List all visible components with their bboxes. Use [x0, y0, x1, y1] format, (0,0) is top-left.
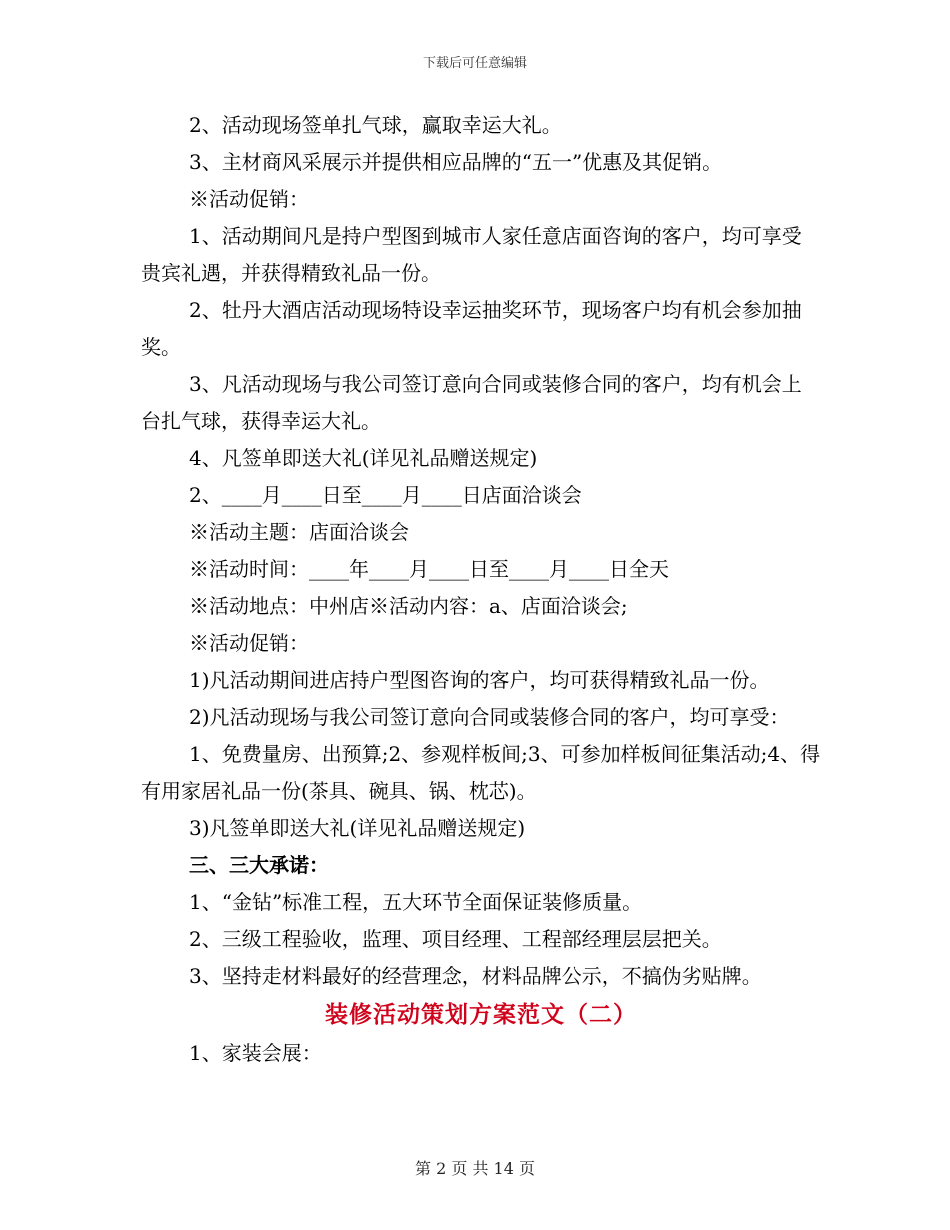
paragraph: 1、家装会展：: [189, 1041, 322, 1065]
page-footer: 第 2 页 共 14 页: [415, 1159, 535, 1178]
paragraph: ※活动促销：: [189, 187, 309, 211]
paragraph: 2、牡丹大酒店活动现场特设幸运抽奖环节，现场客户均有机会参加抽奖。: [141, 298, 802, 359]
paragraph: ※活动促销：: [189, 631, 309, 655]
document-title: 装修活动策划方案范文（二）: [325, 1002, 637, 1028]
paragraph: 2、三级工程验收，监理、项目经理、工程部经理层层把关。: [189, 927, 722, 951]
paragraph: ※活动时间：____年____月____日至____月____日全天: [189, 557, 669, 581]
section-heading: 三、三大承诺：: [189, 853, 329, 877]
paragraph: 1、免费量房、出预算;2、参观样板间;3、可参加样板间征集活动;4、得有用家居礼品一份(茶具、碗具、锅、枕芯)。: [141, 742, 821, 803]
paragraph: 3、凡活动现场与我公司签订意向合同或装修合同的客户，均有机会上台扎气球，获得幸运大礼。: [141, 372, 802, 433]
paragraph: 1)凡活动期间进店持户型图咨询的客户，均可获得精致礼品一份。: [189, 668, 770, 692]
paragraph: 1、“金钻”标准工程，五大环节全面保证装修质量。: [189, 890, 643, 914]
paragraph: ※活动地点：中州店※活动内容：a、店面洽谈会;: [189, 594, 628, 618]
paragraph: 2)凡活动现场与我公司签订意向合同或装修合同的客户，均可享受：: [189, 705, 790, 729]
page-header: 下载后可任意编辑: [422, 56, 527, 71]
paragraph: 4、凡签单即送大礼(详见礼品赠送规定): [189, 446, 538, 470]
paragraph: 3、坚持走材料最好的经营理念，材料品牌公示，不搞伪劣贴牌。: [189, 964, 762, 988]
paragraph: 3)凡签单即送大礼(详见礼品赠送规定): [189, 816, 526, 840]
paragraph: 2、活动现场签单扎气球，赢取幸运大礼。: [189, 113, 562, 137]
paragraph: 2、____月____日至____月____日店面洽谈会: [189, 483, 582, 507]
paragraph: 1、活动期间凡是持户型图到城市人家任意店面咨询的客户，均可享受贵宾礼遇，并获得精致礼品一份。: [141, 224, 802, 285]
document-body: [141, 107, 821, 1072]
paragraph: 3、主材商风采展示并提供相应品牌的“五一”优惠及其促销。: [189, 150, 723, 174]
paragraph: ※活动主题：店面洽谈会: [189, 520, 409, 544]
